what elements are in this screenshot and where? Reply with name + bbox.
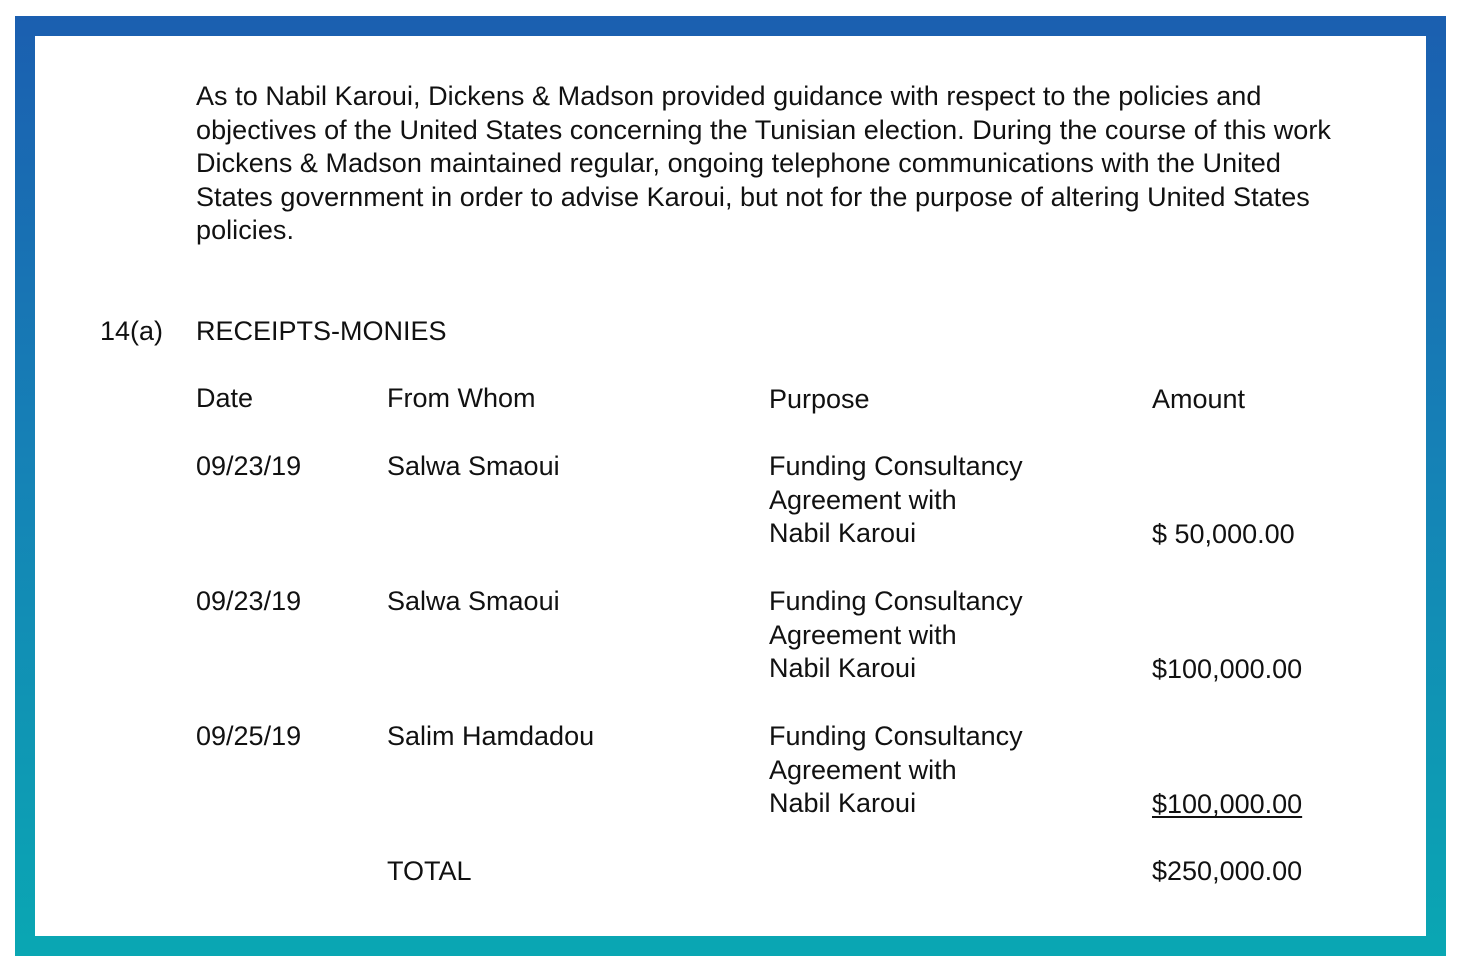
header-from-whom: From Whom bbox=[387, 383, 536, 413]
gradient-frame bbox=[15, 16, 1446, 956]
row-date: 09/25/19 bbox=[196, 721, 302, 751]
row-date: 09/23/19 bbox=[196, 586, 302, 616]
row-purpose-line: Agreement with bbox=[769, 754, 957, 785]
row-from-whom: Salim Hamdadou bbox=[387, 721, 595, 751]
section-title: RECEIPTS-MONIES bbox=[196, 316, 447, 346]
document-page bbox=[35, 36, 1426, 936]
header-purpose: Purpose bbox=[769, 384, 870, 414]
total-label: TOTAL bbox=[387, 856, 472, 886]
row-purpose bbox=[769, 720, 1023, 821]
description-paragraph: As to Nabil Karoui, Dickens & Madson provided guidance with respect to the policies and objectives of the United States concerning the Tunisian election. During the course of this work Dickens & Madson maintained regular, ongoing telephone communications with the United States government in order to advise Karoui, but not for the purpose of altering United States policies. bbox=[196, 81, 1331, 246]
row-purpose-line: Agreement with bbox=[769, 619, 957, 650]
row-amount: $100,000.00 bbox=[1152, 654, 1303, 684]
row-purpose-line: Funding Consultancy bbox=[769, 586, 1023, 616]
row-date: 09/23/19 bbox=[196, 451, 302, 481]
header-date: Date bbox=[196, 383, 254, 413]
section-number: 14(a) bbox=[100, 316, 164, 346]
total-amount: $250,000.00 bbox=[1152, 856, 1303, 886]
row-purpose-line: Funding Consultancy bbox=[769, 721, 1023, 751]
row-purpose-line: Nabil Karoui bbox=[769, 653, 917, 684]
row-purpose-line: Nabil Karoui bbox=[769, 518, 917, 549]
row-amount: $ 50,000.00 bbox=[1152, 519, 1295, 549]
row-purpose-line: Funding Consultancy bbox=[769, 451, 1023, 481]
header-amount: Amount bbox=[1152, 384, 1246, 414]
row-purpose-line: Agreement with bbox=[769, 484, 957, 515]
row-amount: $100,000.00 bbox=[1152, 789, 1303, 819]
row-purpose bbox=[769, 450, 1023, 551]
row-purpose-line: Nabil Karoui bbox=[769, 788, 917, 819]
row-from-whom: Salwa Smaoui bbox=[387, 451, 560, 481]
row-from-whom: Salwa Smaoui bbox=[387, 586, 560, 616]
row-purpose bbox=[769, 585, 1023, 686]
